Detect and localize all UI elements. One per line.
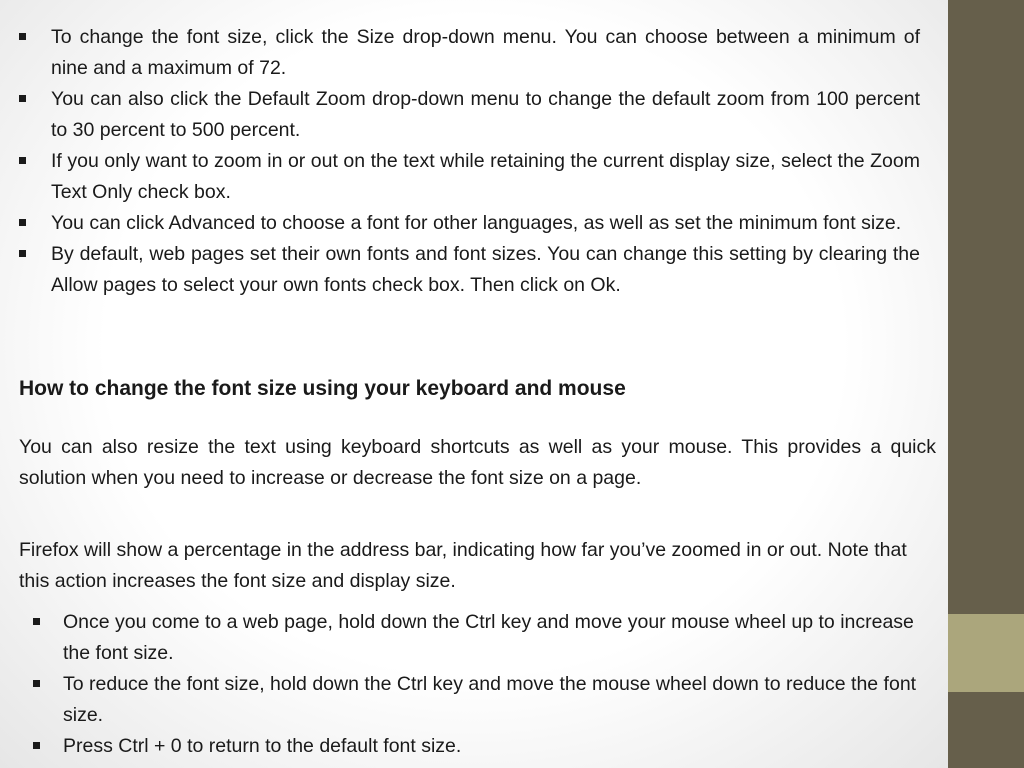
list-item xyxy=(51,208,920,239)
square-bullet-icon xyxy=(19,95,26,102)
list-item-text: To change the font size, click the Size drop-down menu. You can choose between a minimum of nine and a maximum of 72. xyxy=(51,26,920,79)
list-item-text: You can click Advanced to choose a font for other languages, as well as set the minimum font size. xyxy=(51,212,902,234)
list-item xyxy=(63,607,923,669)
list-item-text: By default, web pages set their own fonts and font sizes. You can change this setting by clearing the Allow pages to select your own fonts check box. Then click on Ok. xyxy=(51,243,920,296)
list-item xyxy=(63,731,923,762)
list-item-text: You can also click the Default Zoom drop-down menu to change the default zoom from 100 percent to 30 percent to 500 percent. xyxy=(51,88,920,141)
list-item xyxy=(51,146,920,208)
list-item-text: To reduce the font size, hold down the Ctrl key and move the mouse wheel down to reduce the font size. xyxy=(63,673,917,726)
square-bullet-icon xyxy=(33,742,40,749)
firefox-paragraph: Firefox will show a percentage in the address bar, indicating how far you’ve zoomed in or out. Note that this action increases the font size and display size. xyxy=(19,539,907,592)
section-heading: How to change the font size using your keyboard and mouse xyxy=(19,377,626,400)
list-item-text: Press Ctrl + 0 to return to the default font size. xyxy=(63,735,462,757)
list-item-text: Once you come to a web page, hold down the Ctrl key and move your mouse wheel up to increase the font size. xyxy=(63,611,914,664)
list-item xyxy=(63,669,923,731)
keyboard-steps-list xyxy=(63,607,923,762)
square-bullet-icon xyxy=(19,33,26,40)
square-bullet-icon xyxy=(19,157,26,164)
square-bullet-icon xyxy=(33,680,40,687)
list-item-text: If you only want to zoom in or out on the text while retaining the current display size, select the Zoom Text Only check box. xyxy=(51,150,920,203)
font-options-list xyxy=(51,22,920,301)
square-bullet-icon xyxy=(19,219,26,226)
list-item xyxy=(51,84,920,146)
square-bullet-icon xyxy=(19,250,26,257)
sidebar-accent-block xyxy=(948,614,1024,692)
intro-paragraph: You can also resize the text using keyboard shortcuts as well as your mouse. This provides a quick solution when you need to increase or decrease the font size on a page. xyxy=(19,436,936,489)
list-item xyxy=(51,22,920,84)
square-bullet-icon xyxy=(33,618,40,625)
list-item xyxy=(51,239,920,301)
